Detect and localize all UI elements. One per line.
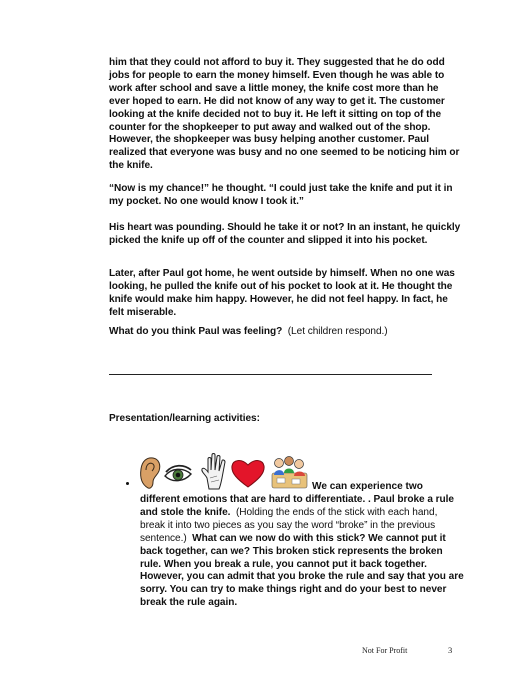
story-paragraph-2: “Now is my chance!” he thought. “I could just take the knife and put it in my pocket. No one would know I took it.”: [109, 183, 453, 207]
story-paragraph-1: him that they could not afford to buy it. They suggested that he do odd jobs for people to earn the money himself. Even though he was able to work after school and save a little money, the knife cost more than he ever hoped to earn. He did not know of any way to get it. The customer looking at the knife decided not to buy it. He left it sitting on top of the counter for the shopkeeper to put away and walked out of the shop. However, the shopkeeper was busy helping another customer. Paul realized that everyone was busy and no one seemed to be noticing him or the knife.: [109, 57, 460, 172]
children-group-icon: [272, 457, 307, 489]
activity-line-2: different emotions that are hard to differentiate. . Paul broke a rule and stole the knife.: [140, 494, 454, 518]
activity-line-3: What can we now do with this stick? We cannot put it back together, can we? This broken stick represents the broken rule. When you break a rule, you cannot put it back together. However, you can admit that you broke the rule and say that you are sorry. You can try to make things right and do your best to never break the rule again.: [140, 532, 464, 609]
story-paragraph-4: Later, after Paul got home, he went outside by himself. When no one was looking, he pulled the knife out of his pocket to look at it. He thought the knife would make him happy. However, he did not feel happy. In fact, he felt miserable.: [109, 268, 455, 318]
activity-line-1: We can experience two: [312, 481, 423, 492]
senses-icon-strip: [137, 452, 309, 492]
heart-icon: [232, 461, 264, 487]
activity-note: (Holding the ends of the stick with each hand, break it into two pieces as you say the word “broke” in the previous sentence.): [140, 506, 438, 544]
activity-body: [140, 494, 465, 610]
question-text: What do you think Paul was feeling?: [109, 326, 283, 337]
eye-icon: [165, 466, 191, 481]
ear-icon: [141, 458, 160, 488]
bullet-marker: [126, 482, 129, 485]
answer-line: [109, 374, 432, 375]
hand-icon: [202, 454, 225, 490]
footer-label: Not For Profit: [362, 646, 408, 655]
question-note: (Let children respond.): [287, 326, 388, 337]
discussion-question: [109, 326, 461, 339]
page-number: 3: [448, 645, 453, 655]
story-paragraph-3: His heart was pounding. Should he take it or not? In an instant, he quickly picked the knife up off of the counter and slipped it into his pocket.: [109, 222, 461, 246]
section-heading: Presentation/learning activities:: [109, 413, 260, 424]
